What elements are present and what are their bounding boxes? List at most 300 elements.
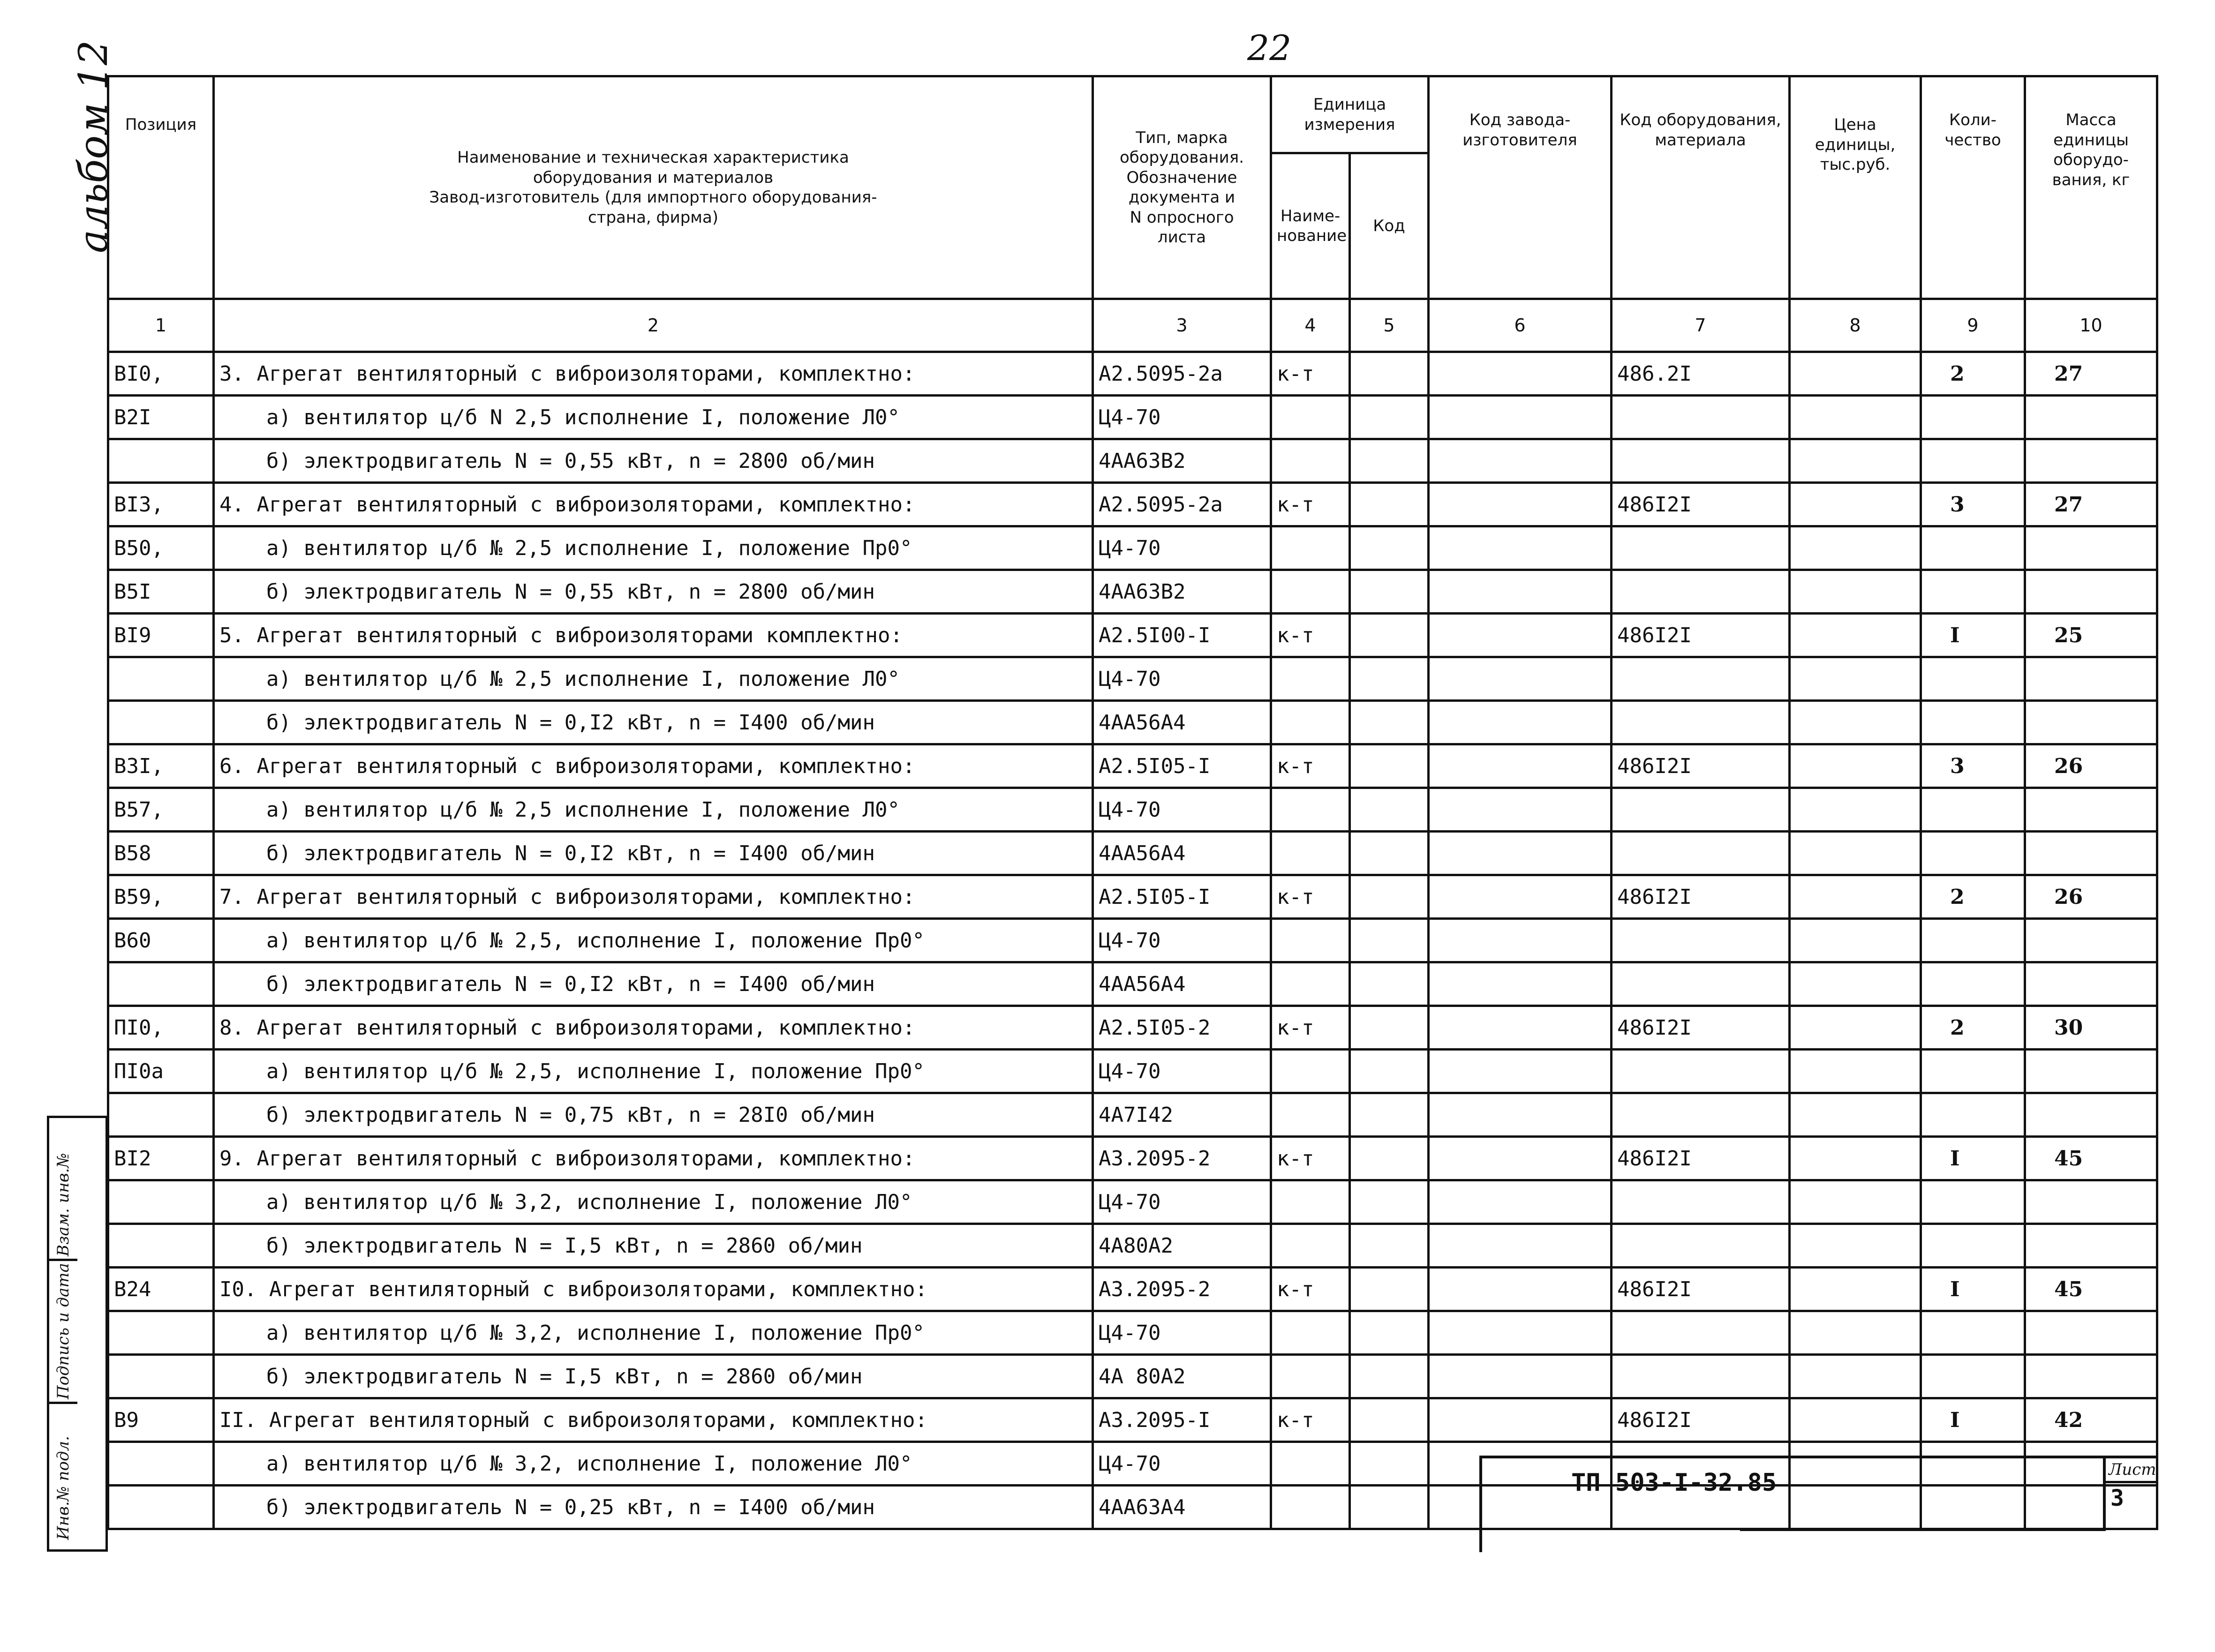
- row-unit: [1271, 1093, 1350, 1137]
- row-name: а) вентилятор ц/б № 3,2, исполнение I, положение Пр0°: [214, 1311, 1093, 1355]
- album-label: альбом 12: [70, 40, 116, 253]
- table-row: [108, 657, 2157, 701]
- row-equipment-code: 486I2I: [1612, 875, 1790, 919]
- column-number: 2: [214, 299, 1093, 352]
- row-unit: [1271, 1180, 1350, 1224]
- row-type: Ц4-70: [1093, 657, 1271, 701]
- row-unit: [1271, 396, 1350, 439]
- column-number: 4: [1271, 299, 1350, 352]
- table-row: [108, 744, 2157, 788]
- row-type: Ц4-70: [1093, 396, 1271, 439]
- row-name: 9. Агрегат вентиляторный с виброизоляторами, комплектно:: [214, 1137, 1093, 1180]
- row-quantity: [1921, 1224, 2025, 1268]
- row-mass: [2025, 919, 2157, 962]
- row-unit-code: [1350, 526, 1429, 570]
- row-quantity: [1921, 788, 2025, 832]
- row-equipment-code: 486I2I: [1612, 483, 1790, 526]
- stamp-sign-date: Подпись и дата: [54, 1263, 73, 1399]
- row-mass: [2025, 526, 2157, 570]
- table-row: [108, 701, 2157, 744]
- row-unit-code: [1350, 1224, 1429, 1268]
- header-name-line4: страна, фирма): [219, 208, 1087, 228]
- approval-stamp: [47, 1116, 108, 1552]
- header-position: Позиция: [108, 76, 214, 299]
- table-row: [108, 1137, 2157, 1180]
- row-manufacturer-code: [1429, 526, 1612, 570]
- row-unit-code: [1350, 1355, 1429, 1398]
- row-mass: 45: [2025, 1268, 2157, 1311]
- row-equipment-code: [1612, 962, 1790, 1006]
- row-unit: к-т: [1271, 614, 1350, 657]
- row-price: [1790, 1355, 1921, 1398]
- row-type: Ц4-70: [1093, 1442, 1271, 1486]
- row-unit: [1271, 1355, 1350, 1398]
- row-price: [1790, 962, 1921, 1006]
- row-type: Ц4-70: [1093, 919, 1271, 962]
- row-manufacturer-code: [1429, 483, 1612, 526]
- row-type: А3.2095-2: [1093, 1137, 1271, 1180]
- row-equipment-code: [1612, 1224, 1790, 1268]
- row-quantity: 3: [1921, 483, 2025, 526]
- row-manufacturer-code: [1429, 744, 1612, 788]
- row-quantity: I: [1921, 614, 2025, 657]
- table-row: [108, 526, 2157, 570]
- table-row: [108, 614, 2157, 657]
- column-number: 5: [1350, 299, 1429, 352]
- row-mass: [2025, 1355, 2157, 1398]
- row-quantity: [1921, 1355, 2025, 1398]
- row-equipment-code: [1612, 1180, 1790, 1224]
- row-name: б) электродвигатель N = 0,I2 кВт, n = I400 об/мин: [214, 962, 1093, 1006]
- row-unit: к-т: [1271, 1398, 1350, 1442]
- row-unit: [1271, 570, 1350, 614]
- column-number: 1: [108, 299, 214, 352]
- row-manufacturer-code: [1429, 614, 1612, 657]
- row-manufacturer-code: [1429, 875, 1612, 919]
- row-equipment-code: [1612, 657, 1790, 701]
- row-price: [1790, 1180, 1921, 1224]
- row-price: [1790, 614, 1921, 657]
- row-name: а) вентилятор ц/б № 2,5, исполнение I, положение Пр0°: [214, 919, 1093, 962]
- row-price: [1790, 1311, 1921, 1355]
- row-name: а) вентилятор ц/б N 2,5 исполнение I, положение Л0°: [214, 396, 1093, 439]
- row-unit-code: [1350, 788, 1429, 832]
- row-manufacturer-code: [1429, 570, 1612, 614]
- row-name: б) электродвигатель N = 0,55 кВт, n = 2800 об/мин: [214, 570, 1093, 614]
- table-row: [108, 1355, 2157, 1398]
- table-row: [108, 1398, 2157, 1442]
- header-quantity: Коли-чество: [1921, 76, 2025, 299]
- row-unit-code: [1350, 1268, 1429, 1311]
- table-row: [108, 396, 2157, 439]
- table-row: [108, 1050, 2157, 1093]
- sheet-box: [2103, 1458, 2157, 1529]
- row-unit: [1271, 1486, 1350, 1529]
- row-quantity: [1921, 570, 2025, 614]
- table-row: [108, 1224, 2157, 1268]
- row-price: [1790, 1268, 1921, 1311]
- row-mass: [2025, 396, 2157, 439]
- row-price: [1790, 483, 1921, 526]
- row-unit-code: [1350, 1180, 1429, 1224]
- row-unit: [1271, 1311, 1350, 1355]
- row-manufacturer-code: [1429, 1050, 1612, 1093]
- row-price: [1790, 919, 1921, 962]
- row-name: а) вентилятор ц/б № 2,5 исполнение I, положение Л0°: [214, 657, 1093, 701]
- row-unit: [1271, 788, 1350, 832]
- row-name: б) электродвигатель N = 0,55 кВт, n = 2800 об/мин: [214, 439, 1093, 483]
- row-price: [1790, 744, 1921, 788]
- table-row: [108, 483, 2157, 526]
- row-manufacturer-code: [1429, 788, 1612, 832]
- row-mass: [2025, 1050, 2157, 1093]
- header-name-line1: Наименование и техническая характеристика: [219, 148, 1087, 168]
- row-unit-code: [1350, 1137, 1429, 1180]
- column-number: 8: [1790, 299, 1921, 352]
- row-type: Ц4-70: [1093, 1050, 1271, 1093]
- header-type-line5: N опросного: [1099, 208, 1265, 228]
- row-manufacturer-code: [1429, 657, 1612, 701]
- row-type: А2.5095-2а: [1093, 483, 1271, 526]
- row-quantity: [1921, 526, 2025, 570]
- header-equipment-code: Код оборудования, материала: [1612, 76, 1790, 299]
- table-row: [108, 1180, 2157, 1224]
- table-row: [108, 1268, 2157, 1311]
- row-price: [1790, 1050, 1921, 1093]
- row-equipment-code: 486I2I: [1612, 1137, 1790, 1180]
- row-mass: [2025, 832, 2157, 875]
- row-price: [1790, 439, 1921, 483]
- row-unit-code: [1350, 919, 1429, 962]
- row-position: B50,: [108, 526, 214, 570]
- row-equipment-code: 486I2I: [1612, 1268, 1790, 1311]
- row-mass: [2025, 1311, 2157, 1355]
- row-name: а) вентилятор ц/б № 2,5 исполнение I, положение Пр0°: [214, 526, 1093, 570]
- row-name: 4. Агрегат вентиляторный с виброизоляторами, комплектно:: [214, 483, 1093, 526]
- row-name: II. Агрегат вентиляторный с виброизоляторами, комплектно:: [214, 1398, 1093, 1442]
- row-position: [108, 1486, 214, 1529]
- row-position: [108, 1224, 214, 1268]
- column-number: 9: [1921, 299, 2025, 352]
- row-manufacturer-code: [1429, 1398, 1612, 1442]
- row-unit: [1271, 1224, 1350, 1268]
- row-mass: [2025, 788, 2157, 832]
- row-unit-code: [1350, 614, 1429, 657]
- row-unit-code: [1350, 701, 1429, 744]
- row-manufacturer-code: [1429, 919, 1612, 962]
- row-type: Ц4-70: [1093, 788, 1271, 832]
- row-manufacturer-code: [1429, 832, 1612, 875]
- row-price: [1790, 352, 1921, 396]
- row-position: [108, 1093, 214, 1137]
- row-equipment-code: [1612, 396, 1790, 439]
- row-name: 7. Агрегат вентиляторный с виброизоляторами, комплектно:: [214, 875, 1093, 919]
- row-quantity: [1921, 396, 2025, 439]
- row-position: [108, 657, 214, 701]
- row-equipment-code: 486I2I: [1612, 614, 1790, 657]
- row-equipment-code: [1612, 526, 1790, 570]
- row-mass: [2025, 1224, 2157, 1268]
- row-position: [108, 1180, 214, 1224]
- row-quantity: [1921, 1093, 2025, 1137]
- row-quantity: [1921, 1180, 2025, 1224]
- row-unit-code: [1350, 1442, 1429, 1486]
- row-unit: [1271, 701, 1350, 744]
- row-unit: к-т: [1271, 1268, 1350, 1311]
- row-mass: 45: [2025, 1137, 2157, 1180]
- header-type-line4: документа и: [1099, 188, 1265, 208]
- row-position: [108, 1442, 214, 1486]
- row-unit: [1271, 526, 1350, 570]
- row-quantity: [1921, 1311, 2025, 1355]
- row-equipment-code: [1612, 832, 1790, 875]
- row-quantity: 2: [1921, 1006, 2025, 1050]
- row-unit-code: [1350, 396, 1429, 439]
- row-equipment-code: 486I2I: [1612, 744, 1790, 788]
- row-unit-code: [1350, 657, 1429, 701]
- row-position: B2I: [108, 396, 214, 439]
- row-name: б) электродвигатель N = 0,75 кВт, n = 28I0 об/мин: [214, 1093, 1093, 1137]
- header-type-line3: Обозначение: [1099, 168, 1265, 188]
- row-price: [1790, 1006, 1921, 1050]
- row-unit-code: [1350, 1398, 1429, 1442]
- row-manufacturer-code: [1429, 1311, 1612, 1355]
- row-quantity: I: [1921, 1268, 2025, 1311]
- row-manufacturer-code: [1429, 1180, 1612, 1224]
- row-type: 4А7I42: [1093, 1093, 1271, 1137]
- header-type-line6: листа: [1099, 227, 1265, 248]
- row-quantity: [1921, 962, 2025, 1006]
- row-unit-code: [1350, 439, 1429, 483]
- row-unit-code: [1350, 1006, 1429, 1050]
- row-quantity: 3: [1921, 744, 2025, 788]
- row-type: 4АА56А4: [1093, 701, 1271, 744]
- row-name: 8. Агрегат вентиляторный с виброизоляторами, комплектно:: [214, 1006, 1093, 1050]
- row-manufacturer-code: [1429, 701, 1612, 744]
- row-name: а) вентилятор ц/б № 3,2, исполнение I, положение Л0°: [214, 1180, 1093, 1224]
- row-price: [1790, 526, 1921, 570]
- row-price: [1790, 875, 1921, 919]
- sheet-number: 3: [2106, 1483, 2157, 1513]
- table-row: [108, 875, 2157, 919]
- row-position: B59,: [108, 875, 214, 919]
- row-type: 4АА63А4: [1093, 1486, 1271, 1529]
- row-unit-code: [1350, 962, 1429, 1006]
- row-unit: [1271, 832, 1350, 875]
- column-number: 6: [1429, 299, 1612, 352]
- row-equipment-code: 486.2I: [1612, 352, 1790, 396]
- row-type: 4АА56А4: [1093, 962, 1271, 1006]
- row-type: 4А80А2: [1093, 1224, 1271, 1268]
- row-unit-code: [1350, 832, 1429, 875]
- row-type: А2.5I05-2: [1093, 1006, 1271, 1050]
- table-row: [108, 352, 2157, 396]
- row-manufacturer-code: [1429, 1268, 1612, 1311]
- row-unit-code: [1350, 1486, 1429, 1529]
- row-equipment-code: [1612, 1050, 1790, 1093]
- row-position: B58: [108, 832, 214, 875]
- row-price: [1790, 1093, 1921, 1137]
- row-mass: 30: [2025, 1006, 2157, 1050]
- page-number: 22: [1247, 28, 1291, 68]
- row-manufacturer-code: [1429, 1006, 1612, 1050]
- row-position: [108, 439, 214, 483]
- row-equipment-code: [1612, 570, 1790, 614]
- stamp-replaced-inv: Взам. инв.№: [54, 1153, 73, 1256]
- row-position: B3I,: [108, 744, 214, 788]
- row-name: б) электродвигатель N = 0,I2 кВт, n = I400 об/мин: [214, 701, 1093, 744]
- row-price: [1790, 1398, 1921, 1442]
- table-row: [108, 962, 2157, 1006]
- row-position: [108, 701, 214, 744]
- row-price: [1790, 832, 1921, 875]
- table-row: [108, 1006, 2157, 1050]
- stamp-inv-orig: Инв.№ подл.: [54, 1436, 73, 1540]
- row-unit: [1271, 439, 1350, 483]
- table-row: [108, 1311, 2157, 1355]
- row-type: 4АА56А4: [1093, 832, 1271, 875]
- row-equipment-code: [1612, 1311, 1790, 1355]
- table-row: [108, 1093, 2157, 1137]
- row-mass: [2025, 657, 2157, 701]
- header-type-line1: Тип, марка: [1099, 128, 1265, 148]
- row-mass: 25: [2025, 614, 2157, 657]
- row-manufacturer-code: [1429, 1355, 1612, 1398]
- row-manufacturer-code: [1429, 962, 1612, 1006]
- row-unit: к-т: [1271, 744, 1350, 788]
- row-manufacturer-code: [1429, 439, 1612, 483]
- row-unit: к-т: [1271, 483, 1350, 526]
- column-number: 10: [2025, 299, 2157, 352]
- row-quantity: [1921, 439, 2025, 483]
- row-equipment-code: [1612, 1093, 1790, 1137]
- row-mass: 26: [2025, 875, 2157, 919]
- row-quantity: 2: [1921, 875, 2025, 919]
- row-unit: [1271, 657, 1350, 701]
- row-manufacturer-code: [1429, 1137, 1612, 1180]
- row-unit: к-т: [1271, 1137, 1350, 1180]
- row-position: BI3,: [108, 483, 214, 526]
- row-type: Ц4-70: [1093, 1311, 1271, 1355]
- row-manufacturer-code: [1429, 1224, 1612, 1268]
- header-name-line2: оборудования и материалов: [219, 168, 1087, 188]
- row-mass: [2025, 962, 2157, 1006]
- row-type: 4А 80А2: [1093, 1355, 1271, 1398]
- row-price: [1790, 657, 1921, 701]
- row-unit-code: [1350, 1050, 1429, 1093]
- header-unit: Единица измерения: [1271, 76, 1429, 153]
- row-equipment-code: 486I2I: [1612, 1398, 1790, 1442]
- row-mass: [2025, 701, 2157, 744]
- row-mass: [2025, 570, 2157, 614]
- row-price: [1790, 1224, 1921, 1268]
- header-unit-name: Наиме-нование: [1271, 153, 1350, 299]
- header-price: Цена единицы, тыс.руб.: [1790, 76, 1921, 299]
- row-position: B9: [108, 1398, 214, 1442]
- row-price: [1790, 1137, 1921, 1180]
- row-equipment-code: [1612, 788, 1790, 832]
- row-unit-code: [1350, 1311, 1429, 1355]
- row-mass: [2025, 439, 2157, 483]
- row-quantity: [1921, 701, 2025, 744]
- row-name: б) электродвигатель N = 0,I2 кВт, n = I400 об/мин: [214, 832, 1093, 875]
- row-price: [1790, 396, 1921, 439]
- row-manufacturer-code: [1429, 1093, 1612, 1137]
- row-unit: к-т: [1271, 1006, 1350, 1050]
- row-name: 3. Агрегат вентиляторный с виброизоляторами, комплектно:: [214, 352, 1093, 396]
- row-type: А2.5I05-I: [1093, 875, 1271, 919]
- row-mass: [2025, 1093, 2157, 1137]
- header-name: [214, 76, 1093, 299]
- row-unit-code: [1350, 1093, 1429, 1137]
- header-manufacturer-code: Код завода-изготовителя: [1429, 76, 1612, 299]
- row-type: 4АА63В2: [1093, 570, 1271, 614]
- row-type: А2.5I00-I: [1093, 614, 1271, 657]
- row-position: ПI0а: [108, 1050, 214, 1093]
- row-type: Ц4-70: [1093, 1180, 1271, 1224]
- row-position: B60: [108, 919, 214, 962]
- row-quantity: [1921, 657, 2025, 701]
- row-manufacturer-code: [1429, 396, 1612, 439]
- row-equipment-code: [1612, 701, 1790, 744]
- row-price: [1790, 788, 1921, 832]
- row-position: BI9: [108, 614, 214, 657]
- title-block: [1479, 1456, 2157, 1552]
- row-name: а) вентилятор ц/б № 2,5, исполнение I, положение Пр0°: [214, 1050, 1093, 1093]
- table-row: [108, 832, 2157, 875]
- row-price: [1790, 570, 1921, 614]
- header-mass: Масса единицы оборудо-вания, кг: [2025, 76, 2157, 299]
- row-name: б) электродвигатель N = I,5 кВт, n = 2860 об/мин: [214, 1355, 1093, 1398]
- row-name: а) вентилятор ц/б № 2,5 исполнение I, положение Л0°: [214, 788, 1093, 832]
- row-name: а) вентилятор ц/б № 3,2, исполнение I, положение Л0°: [214, 1442, 1093, 1486]
- header-name-line3: Завод-изготовитель (для импортного оборудования-: [219, 188, 1087, 208]
- row-position: BI2: [108, 1137, 214, 1180]
- row-position: B57,: [108, 788, 214, 832]
- row-position: [108, 1311, 214, 1355]
- row-position: ПI0,: [108, 1006, 214, 1050]
- row-unit-code: [1350, 352, 1429, 396]
- row-unit: к-т: [1271, 875, 1350, 919]
- row-position: B24: [108, 1268, 214, 1311]
- row-unit: к-т: [1271, 352, 1350, 396]
- row-unit: [1271, 919, 1350, 962]
- row-equipment-code: [1612, 439, 1790, 483]
- row-quantity: [1921, 1050, 2025, 1093]
- row-position: B5I: [108, 570, 214, 614]
- table-row: [108, 919, 2157, 962]
- column-number: 7: [1612, 299, 1790, 352]
- row-price: [1790, 701, 1921, 744]
- row-name: 6. Агрегат вентиляторный с виброизоляторами, комплектно:: [214, 744, 1093, 788]
- header-type-line2: оборудования.: [1099, 148, 1265, 168]
- row-name: б) электродвигатель N = 0,25 кВт, n = I400 об/мин: [214, 1486, 1093, 1529]
- row-unit-code: [1350, 875, 1429, 919]
- row-quantity: [1921, 832, 2025, 875]
- row-position: BI0,: [108, 352, 214, 396]
- equipment-spec-table: [107, 75, 2158, 1652]
- row-quantity: [1921, 919, 2025, 962]
- table-row: [108, 788, 2157, 832]
- row-mass: 27: [2025, 483, 2157, 526]
- document-code: ТП 503-I-32.85: [1571, 1469, 1777, 1497]
- row-position: [108, 962, 214, 1006]
- row-unit: [1271, 1050, 1350, 1093]
- table-row: [108, 570, 2157, 614]
- row-name: 5. Агрегат вентиляторный с виброизоляторами комплектно:: [214, 614, 1093, 657]
- row-mass: 27: [2025, 352, 2157, 396]
- row-mass: 26: [2025, 744, 2157, 788]
